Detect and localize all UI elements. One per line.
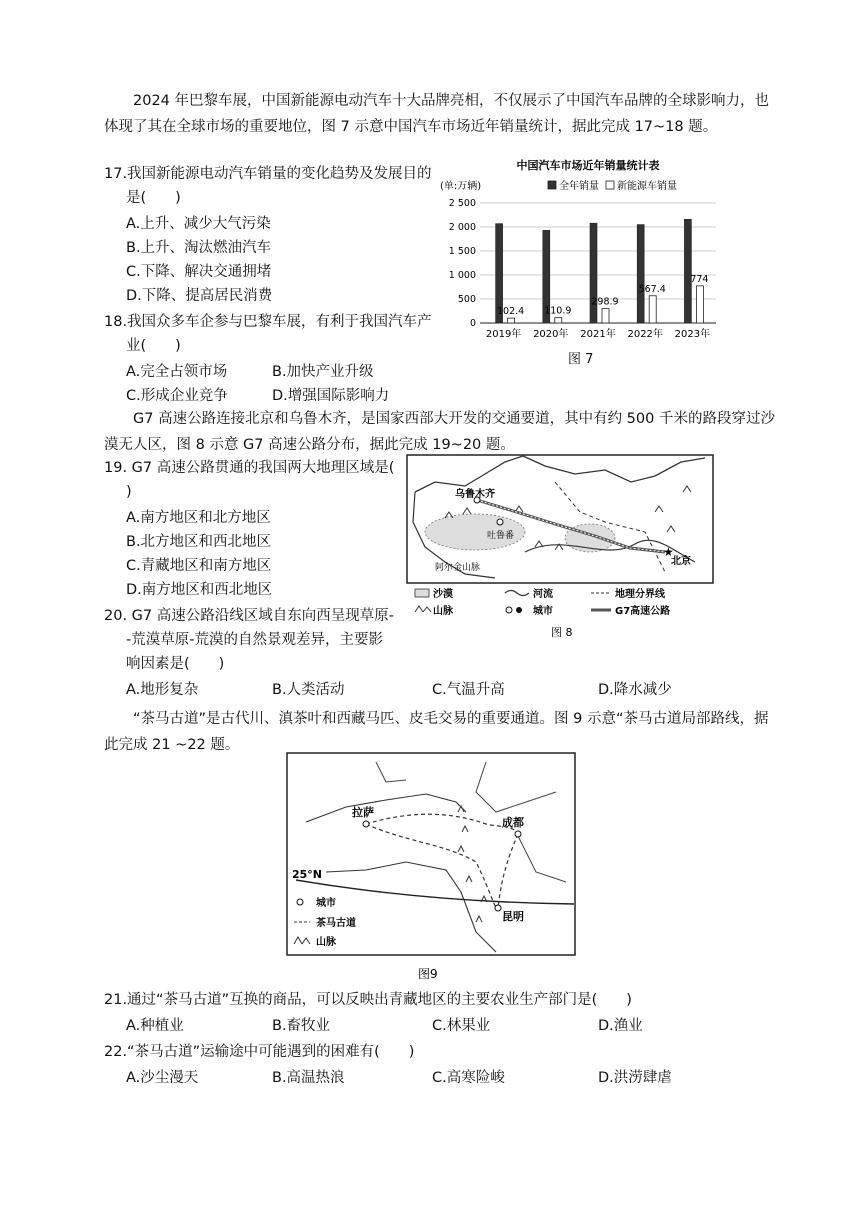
fig9-legend-road: 茶马古道 [316, 918, 356, 929]
q21-option-c: C.林果业 [432, 1018, 491, 1034]
q20-option-c: C.气温升高 [432, 682, 505, 698]
chart-legend-swatch [548, 181, 556, 189]
chart-x-tick: 2019年 [485, 329, 522, 340]
q20-option-b: B.人类活动 [272, 682, 345, 698]
q19-option-c: C.青藏地区和南方地区 [126, 558, 272, 574]
fig8-legend-city: 城市 [533, 606, 553, 617]
fig9-map [286, 752, 576, 984]
chart-x-tick: 2022年 [627, 329, 663, 340]
chart-bar-nev [508, 318, 515, 323]
q20-option-a: A.地形复杂 [126, 682, 199, 698]
q17-stem-cont: 是( ) [126, 190, 181, 206]
q18-option-d: D.增强国际影响力 [272, 388, 390, 404]
chart-legend-swatch [606, 181, 614, 189]
chart-bar-nev [602, 309, 609, 323]
fig8-map [405, 452, 715, 642]
chart-bar-nev [649, 296, 656, 323]
intro-paragraph-17-18: 2024 年巴黎车展，中国新能源电动汽车十大品牌亮相，不仅展示了中国汽车品牌的全球影响力，也体现了其在全球市场的重要地位，图 7 示意中国汽车市场近年销量统计，据此完成 17~18 题。 [104, 93, 770, 135]
fig8-legend-desert: 沙漠 [433, 589, 453, 600]
chart-legend-label: 新能源车销量 [617, 181, 677, 192]
chart-x-tick: 2023年 [674, 329, 711, 340]
fig8-legend-g7: G7高速公路 [615, 606, 671, 617]
fig8-label-altun: 阿尔金山脉 [435, 563, 481, 573]
chart-y-tick: 2 500 [448, 198, 476, 209]
q20-stem: 20. G7 高速公路沿线区域自东向西呈现草原- [104, 608, 394, 624]
chart-y-label: (单:万辆) [440, 181, 482, 192]
fig9-label-lhasa: 拉萨 [352, 806, 374, 819]
chart-data-label: 774 [690, 273, 709, 285]
chart-bar-nev [555, 318, 562, 323]
fig9-label-25n: 25°N [292, 868, 323, 881]
q18-option-c: C.形成企业竞争 [126, 388, 228, 404]
chart-legend-label: 全年销量 [559, 181, 599, 192]
q20-stem-cont2: 响因素是( ) [126, 656, 225, 672]
q22-stem: 22.“茶马古道”运输途中可能遇到的困难有( ) [104, 1044, 415, 1060]
fig9-label-chengdu: 成都 [502, 816, 524, 829]
intro-paragraph-19-20: G7 高速公路连接北京和乌鲁木齐，是国家西部大开发的交通要道，其中有约 500 千米的路段穿过沙漠无人区，图 8 示意 G7 高速公路分布，据此完成 19~20 题。 [104, 411, 775, 453]
fig8-legend-river: 河流 [533, 589, 553, 600]
chart-y-tick: 2 000 [448, 222, 476, 233]
q17-option-d: D.下降、提高居民消费 [126, 288, 273, 304]
q18-option-a: A.完全占领市场 [126, 364, 228, 380]
q18-option-b: B.加快产业升级 [272, 364, 374, 380]
fig8-legend-boundary: 地理分界线 [615, 589, 665, 600]
chart-x-tick: 2021年 [580, 329, 616, 340]
chart-bar-nev [696, 286, 703, 323]
chart-data-label: 110.9 [544, 305, 572, 317]
q21-stem: 21.通过“茶马古道”互换的商品，可以反映出青藏地区的主要农业生产部门是( ) [104, 992, 632, 1008]
q19-option-a: A.南方地区和北方地区 [126, 510, 271, 526]
fig8-legend-mountain: 山脉 [433, 606, 453, 617]
fig9-caption: 图9 [418, 967, 438, 981]
q17-option-c: C.下降、解决交通拥堵 [126, 264, 272, 280]
chart-y-tick: 1 000 [448, 270, 476, 281]
fig8-label-urumqi: 乌鲁木齐 [455, 489, 495, 500]
chart-data-label: 102.4 [496, 306, 525, 318]
fig9-legend-mountain: 山脉 [316, 937, 336, 948]
q19-stem: 19. G7 高速公路贯通的我国两大地理区域是( [104, 460, 395, 476]
chart-y-tick: 0 [469, 318, 476, 329]
q22-option-a: A.沙尘漫天 [126, 1070, 199, 1086]
q18-stem: 18.我国众多车企参与巴黎车展，有利于我国汽车产 [104, 314, 432, 330]
q22-option-b: B.高温热浪 [272, 1070, 345, 1086]
q19-stem-cont: ) [126, 484, 132, 500]
q22-option-c: C.高寒险峻 [432, 1070, 505, 1086]
q18-stem-cont: 业( ) [126, 338, 181, 354]
chart-title: 中国汽车市场近年销量统计表 [516, 159, 660, 172]
q19-option-d: D.南方地区和西北地区 [126, 582, 273, 598]
chart-data-label: 567.4 [638, 283, 666, 295]
chart-bar-total [684, 219, 691, 323]
intro-paragraph-21-22: “茶马古道”是古代川、滇茶叶和西藏马匹、皮毛交易的重要通道。图 9 示意“茶马古道局部路线，据此完成 21 ~22 题。 [104, 711, 769, 753]
q21-option-d: D.渔业 [598, 1018, 643, 1034]
chart-y-tick: 1 500 [448, 246, 476, 257]
chart-data-label: 298.9 [591, 296, 619, 308]
chart-bar-total [590, 223, 597, 323]
q22-option-d: D.洪涝肆虐 [598, 1070, 672, 1086]
q19-option-b: B.北方地区和西北地区 [126, 534, 272, 550]
q17-option-b: B.上升、淘汰燃油汽车 [126, 240, 272, 256]
fig7-bar-chart [438, 155, 728, 365]
svg-text:★: ★ [663, 545, 674, 559]
q20-option-d: D.降水减少 [598, 682, 672, 698]
q17-option-a: A.上升、减少大气污染 [126, 216, 271, 232]
q20-stem-cont: -荒漠草原-荒漠的自然景观差异，主要影 [126, 632, 383, 648]
fig8-label-turpan: 吐鲁番 [487, 531, 515, 541]
fig8-label-beijing: 北京 [671, 556, 691, 567]
fig9-label-kunming: 昆明 [502, 910, 524, 923]
fig9-legend-city: 城市 [316, 898, 336, 909]
chart-y-tick: 500 [457, 294, 476, 305]
chart-x-tick: 2020年 [533, 329, 569, 340]
q21-option-a: A.种植业 [126, 1018, 184, 1034]
fig8-caption: 图 8 [551, 626, 573, 639]
q21-option-b: B.畜牧业 [272, 1018, 331, 1034]
chart-bar-total [637, 225, 644, 323]
chart-legend [548, 179, 677, 192]
q17-stem: 17.我国新能源电动汽车销量的变化趋势及发展目的 [104, 166, 432, 182]
fig7-caption: 图 7 [568, 352, 594, 367]
